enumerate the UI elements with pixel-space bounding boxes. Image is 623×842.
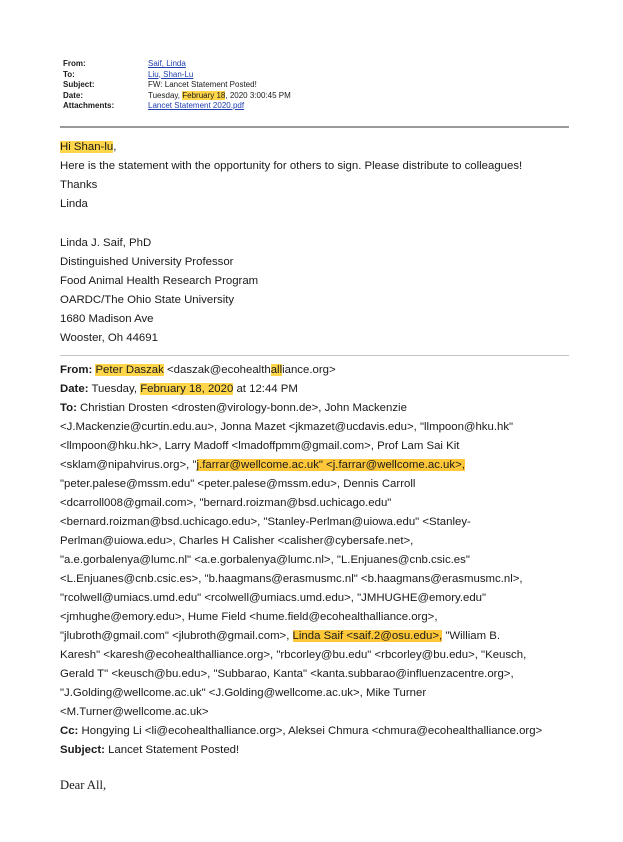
- forwarded-message: [60, 361, 575, 760]
- message-body: [60, 138, 580, 214]
- to-line: <bernard.roizman@bsd.uchicago.edu>, "Stanley-Perlman@uiowa.edu" <Stanley-: [60, 516, 471, 528]
- fwd-date-row: Date: Tuesday, February 18, 2020 at 12:44 PM: [60, 383, 298, 395]
- to-link[interactable]: Liu, Shan-Lu: [148, 69, 194, 79]
- date-value: Tuesday, February 18, 2020 3:00:45 PM: [148, 90, 291, 100]
- to-line: <llmpoon@hku.hk>, Larry Madoff <lmadoffpmm@gmail.com>, Prof Lam Sai Kit: [60, 440, 460, 452]
- to-line: "rcolwell@umiacs.umd.edu" <rcolwell@umiacs.umd.edu>, "JMHUGHE@emory.edu": [60, 592, 487, 604]
- header-attachments-row: [63, 101, 291, 112]
- to-label: To:: [63, 69, 75, 79]
- to-line: "jlubroth@gmail.com" <jlubroth@gmail.com>, Linda Saif <saif.2@osu.edu>, "William B.: [60, 630, 501, 642]
- from-label: From:: [63, 59, 86, 68]
- header-to-row: [63, 70, 291, 81]
- fwd-to-row: To: Christian Drosten <drosten@virology-bonn.de>, John Mackenzie <J.Mackenzie@curtin.edu.au>, Jonna Mazet <jkmazet@ucdavis.edu>, "llmpoon@hku.hk" <llmpoon@hku.hk>, Larry Madoff <lmadoffpmm@gmail.com>, Prof Lam Sai Kit <sklam@nipahvirus.org>, "j.farrar@wellcome.ac.uk" <j.farrar@wellcome.ac.uk>, "peter.palese@mssm.edu" <peter.palese@mssm.edu>, Dennis Carroll <dcarroll008@gmail.com>, "bernard.roizman@bsd.uchicago.edu" <bernard.roizman@bsd.uchicago.edu>, "Stanley-Perlman@uiowa.edu" <Stanley- Perlman@uiowa.edu>, Charles H Calisher <calisher@cybersafe.net>, "a.e.gorbalenya@lumc.nl" <a.e.gorbalenya@lumc.nl>, "L.Enjuanes@cnb.csic.es" <L.Enjuanes@cnb.csic.es>, "b.haagmans@erasmusmc.nl" <b.haagmans@erasmusmc.nl>, "rcolwell@umiacs.umd.edu" <rcolwell@umiacs.umd.edu>, "JMHUGHE@emory.edu" <jmhughe@emory.edu>, Hume Field <hume.field@ecohealthalliance.org>, "jlubroth@gmail.com" <jlubroth@gmail.com>, Linda Saif <saif.2@osu.edu>, "William B. Karesh" <karesh@ecohealthalliance.org>, "rbcorley@bu.edu" <rbcorley@bu.edu>, "Keusch, Gerald T" <keusch@bu.edu>, "Subbarao, Kanta" <kanta.subbarao@influenzacentre.org>, "J.Golding@wellcome.ac.uk" <J.Golding@wellcome.ac.uk>, Mike Turner <M.Turner@wellcome.ac.uk>: [60, 399, 575, 722]
- attachment-link[interactable]: Lancet Statement 2020.pdf: [148, 101, 245, 110]
- signature-org: OARDC/The Ohio State University: [60, 294, 235, 306]
- to-line: "peter.palese@mssm.edu" <peter.palese@mssm.edu>, Dennis Carroll: [60, 478, 416, 490]
- signature-street: 1680 Madison Ave: [60, 313, 154, 325]
- to-line: "J.Golding@wellcome.ac.uk" <J.Golding@wellcome.ac.uk>, Mike Turner: [60, 687, 427, 699]
- message-line: Here is the statement with the opportunity for others to sign. Please distribute to colleagues!: [60, 160, 523, 172]
- to-line: Gerald T" <keusch@bu.edu>, "Subbarao, Kanta" <kanta.subbarao@influenzacentre.org>,: [60, 668, 514, 680]
- fwd-from-row: From: Peter Daszak <daszak@ecohealthalliance.org>: [60, 364, 336, 376]
- attachments-label: Attachments:: [63, 101, 115, 110]
- message-thanks: Thanks: [60, 179, 98, 191]
- subject-value: FW: Lancet Statement Posted!: [148, 80, 257, 89]
- closing-salutation: Dear All,: [60, 778, 107, 792]
- greeting: Hi Shan-lu,: [60, 141, 117, 153]
- message-signoff: Linda: [60, 198, 88, 210]
- forward-divider: [60, 355, 569, 356]
- header-from-row: [63, 59, 291, 70]
- signature-name: Linda J. Saif, PhD: [60, 237, 152, 249]
- signature-title: Distinguished University Professor: [60, 256, 234, 268]
- signature-block: [60, 234, 580, 348]
- to-line: <J.Mackenzie@curtin.edu.au>, Jonna Mazet <jkmazet@ucdavis.edu>, "llmpoon@hku.hk": [60, 421, 514, 433]
- to-line: "a.e.gorbalenya@lumc.nl" <a.e.gorbalenya@lumc.nl>, "L.Enjuanes@cnb.csic.es": [60, 554, 470, 566]
- fwd-cc-row: Cc: Hongying Li <li@ecohealthalliance.org>, Aleksei Chmura <chmura@ecohealthalliance.org>: [60, 725, 543, 737]
- to-line: <sklam@nipahvirus.org>, "j.farrar@wellcome.ac.uk" <j.farrar@wellcome.ac.uk>,: [60, 459, 465, 471]
- header-divider: [60, 126, 569, 128]
- signature-program: Food Animal Health Research Program: [60, 275, 259, 287]
- subject-label: Subject:: [63, 80, 95, 89]
- date-label: Date:: [63, 90, 84, 100]
- to-line: <jmhughe@emory.edu>, Hume Field <hume.field@ecohealthalliance.org>,: [60, 611, 438, 623]
- email-header: [63, 59, 291, 112]
- to-line: <dcarroll008@gmail.com>, "bernard.roizman@bsd.uchicago.edu": [60, 497, 392, 509]
- to-line: <L.Enjuanes@cnb.csic.es>, "b.haagmans@erasmusmc.nl" <b.haagmans@erasmusmc.nl>,: [60, 573, 523, 585]
- from-link[interactable]: Saif, Linda: [148, 59, 186, 68]
- header-subject-row: [63, 80, 291, 91]
- to-line: Karesh" <karesh@ecohealthalliance.org>, "rbcorley@bu.edu" <rbcorley@bu.edu>, "Keusch,: [60, 649, 527, 661]
- fwd-from-name: Peter Daszak: [95, 364, 164, 376]
- to-line: <M.Turner@wellcome.ac.uk>: [60, 706, 209, 718]
- to-line: Perlman@uiowa.edu>, Charles H Calisher <calisher@cybersafe.net>,: [60, 535, 414, 547]
- header-date-row: [63, 91, 291, 102]
- signature-city: Wooster, Oh 44691: [60, 332, 158, 344]
- fwd-subject-row: Subject: Lancet Statement Posted!: [60, 744, 240, 756]
